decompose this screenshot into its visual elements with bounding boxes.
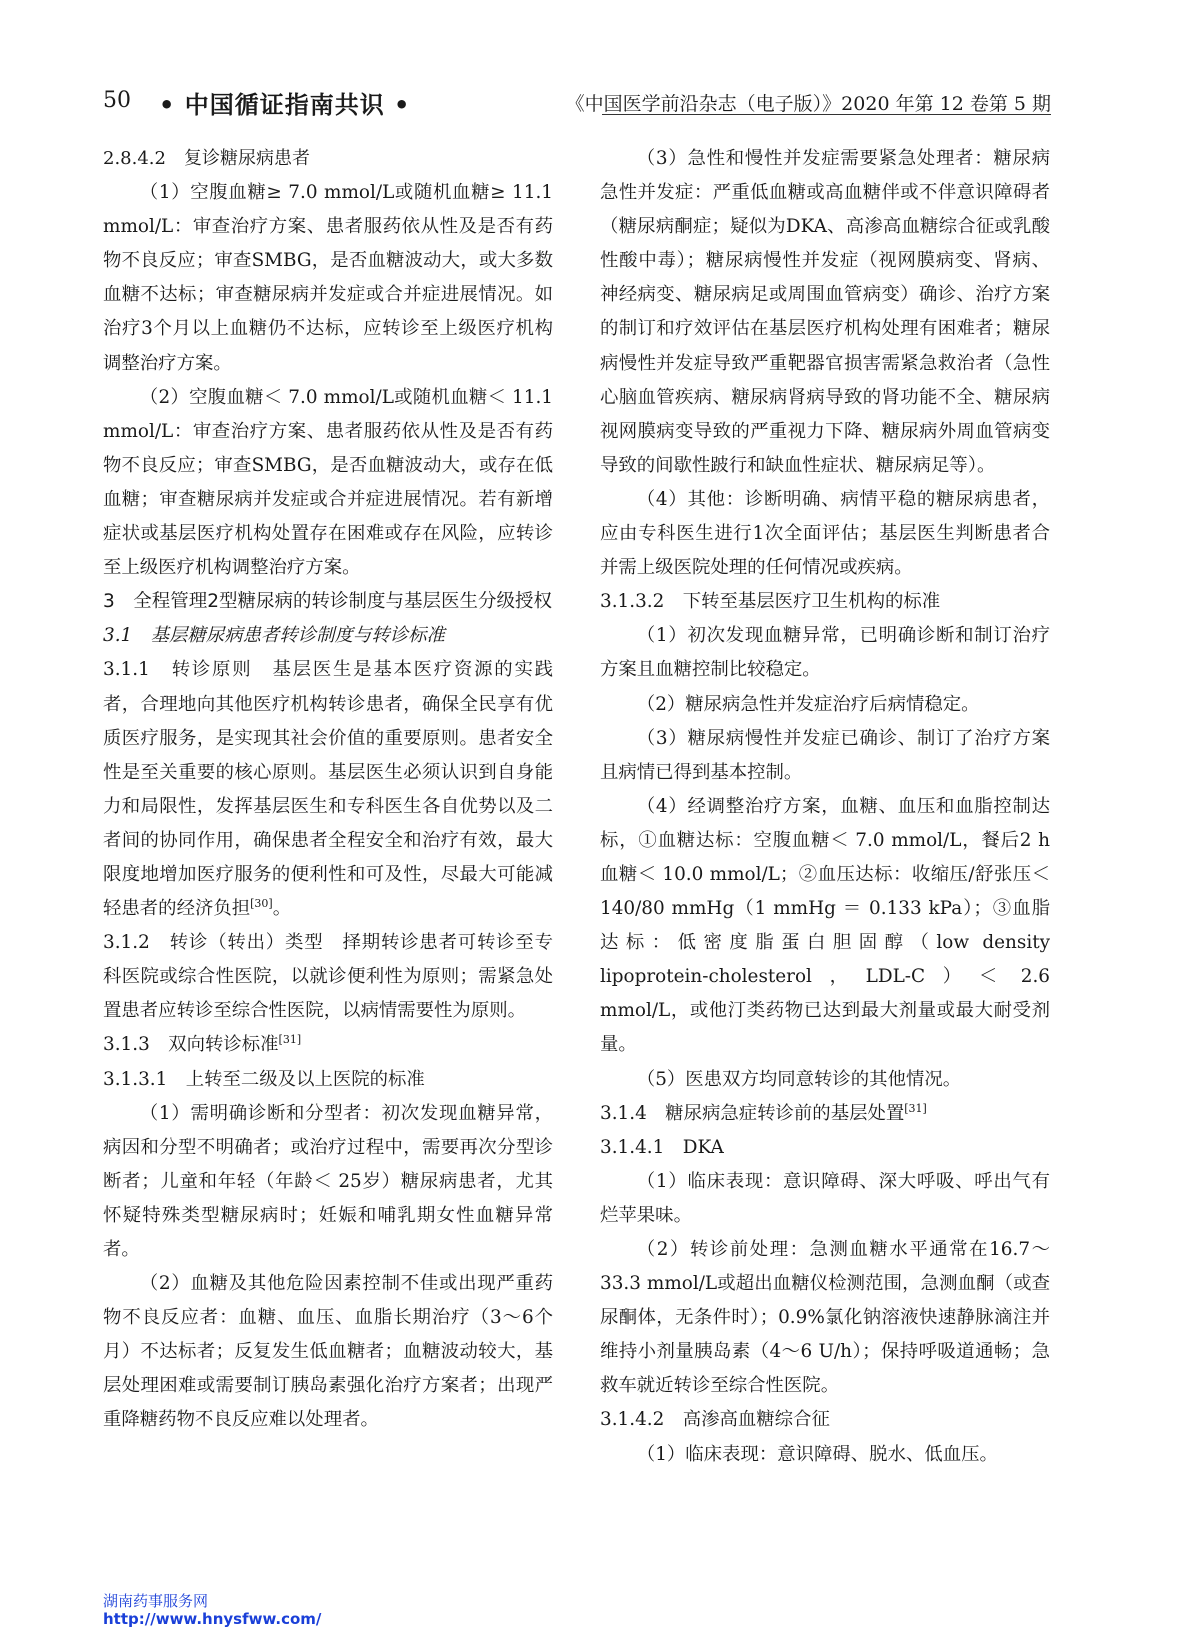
journal-column-title: • 中国循证指南共识 • [159, 91, 411, 119]
paragraph: （4）经调整治疗方案，血糖、血压和血脂控制达标，①血糖达标：空腹血糖＜ 7.0 mmol/L，餐后2 h血糖＜ 10.0 mmol/L；②血压达标：收缩压/舒张压＜ 140/80 mmHg（1 mmHg ＝ 0.133 kPa）；③血脂达标：低密度脂蛋白胆固醇（low density lipoprotein-cholesterol，LDL-C）＜ 2.6 mmol/L，或他汀类药物已达到最大剂量或最大耐受剂量。 [600, 795, 1050, 1056]
paragraph-text: 。 [272, 898, 292, 920]
heading-text: 3.1.3 双向转诊标准 [103, 1034, 279, 1056]
watermark-footer [103, 1592, 321, 1628]
paragraph-3-1-2: 3.1.2 转诊（转出）类型 择期转诊患者可转诊至专科医院或综合性医院，以就诊便利性为原则；需紧急处置患者应转诊至综合性医院，以病情需要性为原则。 [103, 932, 553, 1022]
page-number: 50 [103, 88, 131, 113]
paragraph: （2）血糖及其他危险因素控制不佳或出现严重药物不良反应者：血糖、血压、血脂长期治疗（3～6个月）不达标者；反复发生低血糖者；血糖波动较大，基层处理困难或需要制订胰岛素强化治疗方案者；出现严重降糖药物不良反应难以处理者。 [103, 1273, 553, 1431]
left-column [103, 142, 553, 1438]
citation: [31] [904, 1101, 927, 1115]
paragraph: （1）空腹血糖≥ 7.0 mmol/L或随机血糖≥ 11.1 mmol/L：审查治疗方案、患者服药依从性及是否有药物不良反应；审查SMBG，是否血糖波动大，或大多数血糖不达标；审查糖尿病并发症或合并症进展情况。如治疗3个月以上血糖仍不达标，应转诊至上级医疗机构调整治疗方案。 [103, 182, 553, 374]
paragraph: （1）临床表现：意识障碍、脱水、低血压。 [636, 1443, 998, 1465]
paragraph: （3）糖尿病慢性并发症已确诊、制订了治疗方案且病情已得到基本控制。 [600, 727, 1050, 783]
citation: [30] [250, 896, 273, 910]
paragraph: （2）空腹血糖＜ 7.0 mmol/L或随机血糖＜ 11.1 mmol/L：审查治疗方案、患者服药依从性及是否有药物不良反应；审查SMBG，是否血糖波动大，或存在低血糖；审查糖尿病并发症或合并症进展情况。若有新增症状或基层医疗机构处置存在困难或存在风险，应转诊至上级医疗机构调整治疗方案。 [103, 386, 553, 579]
paragraph-text: 3.1.1 转诊原则 基层医生是基本医疗资源的实践者，合理地向其他医疗机构转诊患者，确保全民享有优质医疗服务，是实现其社会价值的重要原则。患者安全性是至关重要的核心原则。基层医生必须认识到自身能力和局限性，发挥基层医生和专科医生各自优势以及二者间的协同作用，确保患者全程安全和治疗有效，最大限度地增加医疗服务的便利性和可及性，尽最大可能减轻患者的经济负担 [103, 659, 553, 920]
page-header [103, 88, 1051, 128]
paragraph: （1）临床表现：意识障碍、深大呼吸、呼出气有烂苹果味。 [600, 1170, 1050, 1226]
paragraph: （2）糖尿病急性并发症治疗后病情稳定。 [636, 693, 980, 715]
site-name: 湖南药事服务网 [103, 1592, 209, 1610]
section-heading-2-8-4-2: 2.8.4.2 复诊糖尿病患者 [103, 148, 310, 169]
paragraph: （3）急性和慢性并发症需要紧急处理者：糖尿病急性并发症：严重低血糖或高血糖伴或不伴意识障碍者（糖尿病酮症；疑似为DKA、高渗高血糖综合征或乳酸性酸中毒）；糖尿病慢性并发症（视网膜病变、肾病、神经病变、糖尿病足或周围血管病变）确诊、治疗方案的制订和疗效评估在基层医疗机构处理有困难者；糖尿病慢性并发症导致严重靶器官损害需紧急救治者（急性心脑血管疾病、糖尿病肾病导致的肾功能不全、糖尿病视网膜病变导致的严重视力下降、糖尿病外周血管病变导致的间歇性跛行和缺血性症状、糖尿病足等）。 [600, 148, 1050, 476]
right-column [600, 142, 1050, 1472]
section-heading-3-1: 3.1 基层糖尿病患者转诊制度与转诊标准 [103, 625, 445, 647]
paragraph: （5）医患双方均同意转诊的其他情况。 [636, 1068, 962, 1090]
header-rule [602, 114, 1051, 115]
section-heading-3-1-3-2: 3.1.3.2 下转至基层医疗卫生机构的标准 [600, 591, 941, 613]
heading-text: 3.1.4 糖尿病急症转诊前的基层处置 [600, 1102, 905, 1124]
section-heading-3-1-4 [600, 1097, 1050, 1131]
paragraph: （1）需明确诊断和分型者：初次发现血糖异常，病因和分型不明确者；或治疗过程中，需要再次分型诊断者；儿童和年轻（年龄＜ 25岁）糖尿病患者，尤其怀疑特殊类型糖尿病时；妊娠和哺乳期女性血糖异常者。 [103, 1102, 553, 1260]
paragraph: （1）初次发现血糖异常，已明确诊断和制订治疗方案且血糖控制比较稳定。 [600, 625, 1050, 681]
paragraph: （4）其他：诊断明确、病情平稳的糖尿病患者，应由专科医生进行1次全面评估；基层医生判断患者合并需上级医院处理的任何情况或疾病。 [600, 488, 1050, 579]
section-heading-3: 3 全程管理2型糖尿病的转诊制度与基层医生分级授权 [103, 591, 553, 613]
citation: [31] [278, 1033, 302, 1047]
site-url-link[interactable]: http://www.hnysfww.com/ [103, 1610, 322, 1628]
section-heading-3-1-4-2: 3.1.4.2 高渗高血糖综合征 [600, 1409, 830, 1431]
paragraph-3-1-1 [103, 653, 553, 926]
section-heading-3-1-3-1: 3.1.3.1 上转至二级及以上医院的标准 [103, 1068, 425, 1090]
section-heading-3-1-3 [103, 1028, 553, 1062]
paragraph: （2）转诊前处理：急测血糖水平通常在16.7～33.3 mmol/L或超出血糖仪检测范围，急测血酮（或查尿酮体，无条件时）；0.9%氯化钠溶液快速静脉滴注并维持小剂量胰岛素（4～6 U/h）；保持呼吸道通畅；急救车就近转诊至综合性医院。 [600, 1239, 1050, 1397]
section-heading-3-1-4-1: 3.1.4.1 DKA [600, 1136, 724, 1158]
publication-info: 《中国医学前沿杂志（电子版）》2020 年第 12 卷第 5 期 [565, 93, 1051, 115]
